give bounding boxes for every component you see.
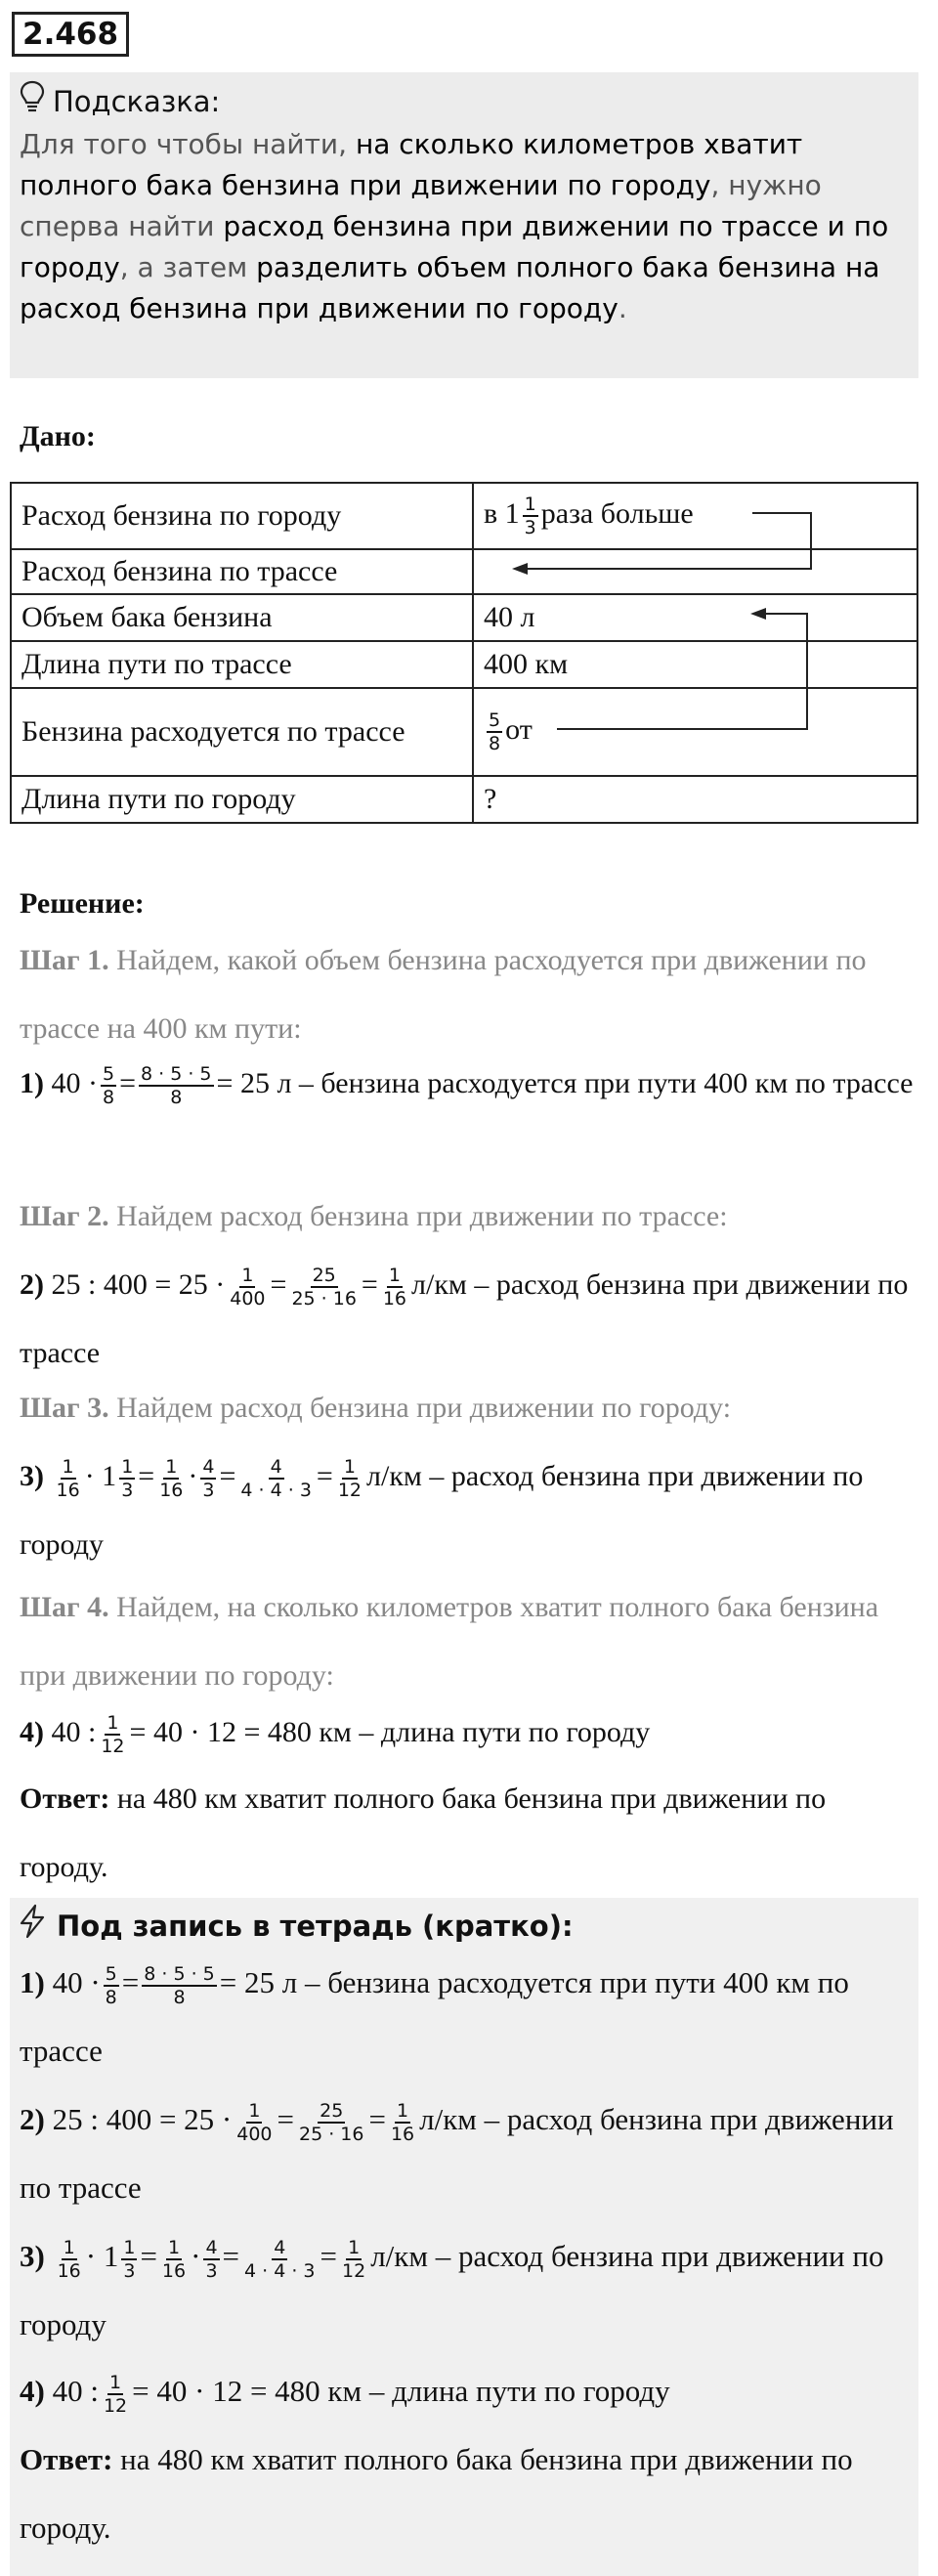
arrow-fraction-to-tank [557,614,807,729]
task-number: 2.468 [12,12,129,57]
hint-text: Для того чтобы найти, на сколько километров хватит полного бака бензина при движении по городу, нужно сперва найти расход бензина при движении по трассе и по городу, а затем разделить объем полного бака бензина на расход бензина при движении по городу. [20,128,889,324]
row-label: Расход бензина по городу [11,483,473,549]
equation-2: 2) 25 : 400 = 25 · $\frac{1}{400}$ = $\frac{25}{25 \cdot 16}$ = $\frac{1}{16}$ л/км – расход бензина при движении по трассе [20,1265,909,1369]
step-1: Шаг 1. Найдем, какой объем бензина расходуется при движении по трассе на 400 км пути: [20,944,867,1045]
notebook-equation-1: 1) 40 · $\frac{5}{8}$ = $\frac{8 \cdot 5 \cdot 5}{8}$ = 25 л – бензина расходуется при пути 400 км по трассе [20,1962,849,2068]
hint-title: Подсказка: [53,84,221,118]
step-3: Шаг 3. Найдем расход бензина при движении по городу: [20,1392,732,1424]
row-value: 400 км [473,641,917,688]
arrow-city-to-highway [518,513,811,569]
answer: Ответ: на 480 км хватит полного бака бензина при движении по городу. [20,1782,827,1883]
notebook-equation-4: 4) 40 : $\frac{1}{12}$ = 40 · 12 = 480 км – длина пути по городу [20,2371,670,2417]
relation-arrows [0,0,938,880]
step-4: Шаг 4. Найдем, на сколько километров хватит полного бака бензина при движении по городу: [20,1591,879,1692]
solution-title: Решение: [20,887,145,920]
notebook-equation-2: 2) 25 : 400 = 25 · $\frac{1}{400}$ = $\frac{25}{25 \cdot 16}$ = $\frac{1}{16}$ л/км – расход бензина при движении по трассе [20,2099,894,2205]
row-value: ? [473,776,917,823]
row-label: Объем бака бензина [11,594,473,641]
fraction: $\frac{5}{8}$ [489,709,501,754]
equation-4: 4) 40 : $\frac{1}{12}$ = 40 · 12 = 480 км – длина пути по городу [20,1712,651,1758]
given-title: Дано: [20,420,96,452]
notebook-header [18,1904,574,1949]
row-value: 40 л [473,594,917,641]
row-label: Длина пути по трассе [11,641,473,688]
notebook-answer: Ответ: на 480 км хватит полного бака бензина при движении по городу. [20,2442,853,2545]
equation-1: 1) 40 · $\frac{5}{8}$ = $\frac{8 \cdot 5 \cdot 5}{8}$ = 25 л – бензина расходуется при пути 400 км по трассе [20,1063,914,1109]
row-label: Расход бензина по трассе [11,549,473,594]
lightning-icon [18,1904,47,1949]
equation-3: 3) $\frac{1}{16}$ · 1 $\frac{1}{3}$ = $\frac{1}{16}$ · $\frac{4}{3}$ = $\frac{4}{4 \cdot 4 \cdot 3}$ = $\frac{1}{12}$ л/км – расход бензина при движении по городу [20,1456,864,1561]
row-label: Бензина расходуется по трассе [11,688,473,776]
step-2: Шаг 2. Найдем расход бензина при движении по трассе: [20,1200,728,1232]
row-value: $\frac{5}{8}$ от [473,688,917,776]
row-label: Длина пути по городу [11,776,473,823]
notebook-title: Под запись в тетрадь (кратко): [57,1910,574,1943]
row-value: в 1 $\frac{1}{3}$ раза больше [473,483,917,549]
fraction: $\frac{1}{3}$ [524,494,536,538]
notebook-equation-3: 3) $\frac{1}{16}$ · 1 $\frac{1}{3}$ = $\frac{1}{16}$ · $\frac{4}{3}$ = $\frac{4}{4 \cdot 4 \cdot 3}$ = $\frac{1}{12}$ л/км – расход бензина при движении по городу [20,2236,884,2341]
